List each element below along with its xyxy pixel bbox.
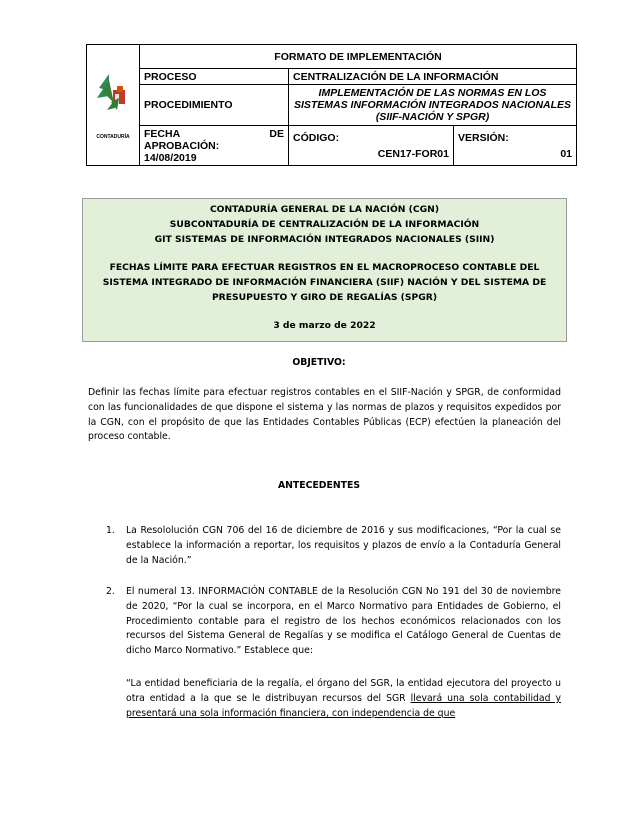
title-banner (82, 198, 567, 342)
objetivo-heading: OBJETIVO: (292, 357, 346, 368)
codigo-value: CEN17-FOR01 (377, 147, 449, 160)
version-label: VERSIÓN: (458, 131, 509, 144)
list-item-number: 2. (106, 586, 115, 597)
objetivo-paragraph: Definir las fechas límite para efectuar registros contables en el SIIF-Nación y SPGR, de conformidad con las funcionalidades de que dispone el sistema y las normas de plazos y requisitos expedidos por la CGN, con el propósito de que las Entidades Contables Públicas (ECP) efectúen la planeación del proceso contable. (88, 387, 561, 443)
codigo-label: CÓDIGO: (293, 131, 340, 144)
quote-paragraph (126, 677, 561, 721)
proceso-value: CENTRALIZACIÓN DE LA INFORMACIÓN (289, 69, 577, 85)
list-item: La Resololución CGN 706 del 16 de diciembre de 2016 y sus modificaciones, “Por la cual se establece la información a reportar, los requisitos y plazos de envío a la Contaduría General de la Nación.” (126, 525, 561, 566)
banner-line-cgn: CONTADURÍA GENERAL DE LA NACIÓN (CGN) (209, 204, 440, 215)
fecha-label: FECHA (144, 127, 181, 140)
banner-title-line-3: PRESUPUESTO Y GIRO DE REGALÍAS (SPGR) (211, 292, 438, 303)
codigo-cell (289, 126, 454, 166)
antecedentes-heading: ANTECEDENTES (277, 480, 361, 491)
list-item: El numeral 13. INFORMACIÓN CONTABLE de la Resolución CGN No 191 del 30 de noviembre de 2020, “Por la cual se incorpora, en el Marco Normativo para Entidades de Gobierno, el Procedimiento contable para el registro de los hechos económicos relacionados con los recursos del Sistema General de Regalías y se modifica el Catálogo General de Cuentas de dicho Marco Normativo.” Establece que: (126, 586, 561, 657)
procedimiento-label: PROCEDIMIENTO (140, 85, 289, 126)
version-cell (454, 126, 577, 166)
version-value: 01 (560, 147, 572, 160)
procedimiento-value: IMPLEMENTACIÓN DE LAS NORMAS EN LOS SISTEMAS INFORMACIÓN INTEGRADOS NACIONALES (SIIF-NACIÓN Y SPGR) (289, 85, 577, 126)
banner-line-git: GIT SISTEMAS DE INFORMACIÓN INTEGRADOS NACIONALES (SIIN) (154, 234, 495, 245)
banner-line-subcontaduria: SUBCONTADURÍA DE CENTRALIZACIÓN DE LA INFORMACIÓN (169, 219, 480, 230)
banner-date: 3 de marzo de 2022 (273, 320, 376, 331)
quote-text: “La entidad beneficiaria de la regalía, el órgano del SGR, la entidad ejecutora del proyecto u otra entidad a la que se le distribuyan recursos del SGR (126, 678, 561, 704)
contaduria-logo-icon (89, 68, 137, 132)
quote-underlined-text: llevará una sola contabilidad y presentará una sola información financiera, con independencia de que (126, 692, 561, 719)
fecha-value: 14/08/2019 (144, 151, 197, 164)
fecha-aprobacion-cell (140, 126, 289, 166)
aprobacion-label: APROBACIÓN: (144, 139, 220, 152)
banner-title-line-2: SISTEMA INTEGRADO DE INFORMACIÓN FINANCIERA (SIIF) NACIÓN Y DEL SISTEMA DE (102, 277, 547, 288)
banner-title-line-1: FECHAS LÍMITE PARA EFECTUAR REGISTROS EN EL MACROPROCESO CONTABLE DEL (109, 262, 540, 273)
proceso-label: PROCESO (140, 69, 289, 85)
logo-text: CONTADURÍA (96, 133, 130, 140)
logo-cell (87, 45, 140, 166)
format-title: FORMATO DE IMPLEMENTACIÓN (140, 45, 577, 69)
format-header-table (86, 44, 577, 166)
fecha-de-label: DE (269, 127, 284, 140)
list-item-number: 1. (106, 525, 115, 536)
